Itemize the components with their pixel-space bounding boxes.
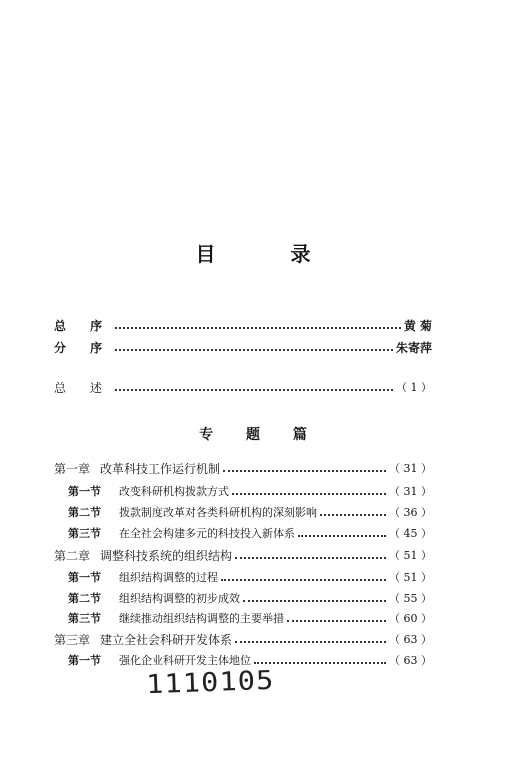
dot-leader: [221, 579, 386, 581]
overview-row: [54, 378, 432, 396]
front-matter-row: [54, 316, 432, 334]
page-number: （ 51 ）: [389, 571, 432, 584]
dot-leader: [243, 600, 386, 602]
entry-label: 总 序: [54, 318, 113, 333]
section-title: 拨款制度改革对各类科研机构的深刻影响: [119, 506, 317, 519]
dot-leader: [115, 327, 401, 329]
handwritten-note: 1110105: [145, 665, 275, 701]
section-row: [68, 503, 432, 521]
section-number: 第一节: [68, 654, 101, 667]
chapter-number: 第一章: [54, 461, 91, 476]
dot-leader: [287, 620, 386, 622]
chapter-number: 第三章: [54, 632, 91, 647]
dot-leader: [232, 493, 386, 495]
entry-label: 分 序: [54, 340, 113, 355]
chapter-number: 第二章: [54, 548, 91, 563]
chapter-row: [54, 546, 432, 564]
section-row: [68, 609, 432, 627]
section-title: 在全社会构建多元的科技投入新体系: [119, 527, 295, 540]
chapter-row: [54, 630, 432, 648]
section-number: 第三节: [68, 612, 101, 625]
page-number: （ 63 ）: [389, 654, 432, 667]
page-number: （ 1 ）: [396, 381, 432, 394]
section-title: 组织结构调整的初步成效: [119, 592, 240, 605]
chapter-title: 建立全社会科研开发体系: [100, 632, 233, 647]
page-number: （ 55 ）: [389, 592, 432, 605]
page-number: （ 36 ）: [389, 506, 432, 519]
dot-leader: [320, 514, 386, 516]
section-title: 强化企业科研开发主体地位: [119, 654, 251, 667]
part-heading: 专 题 篇: [199, 427, 321, 443]
section-number: 第二节: [68, 506, 101, 519]
chapter-title: 改革科技工作运行机制: [100, 461, 221, 476]
front-matter-row: [54, 338, 432, 356]
chapter-row: [54, 459, 432, 477]
page-number: （ 51 ）: [389, 549, 432, 562]
page-number: （ 63 ）: [389, 633, 432, 646]
section-row: [68, 524, 432, 542]
section-number: 第一节: [68, 485, 101, 498]
section-row: [68, 568, 432, 586]
page-number: （ 31 ）: [389, 462, 432, 475]
dot-leader: [235, 557, 386, 559]
entry-author: 朱寄萍: [395, 340, 432, 355]
section-title: 改变科研机构拨款方式: [119, 485, 229, 498]
page-number: （ 60 ）: [389, 612, 432, 625]
dot-leader: [115, 389, 393, 391]
dot-leader: [254, 662, 386, 664]
section-title: 组织结构调整的过程: [119, 571, 218, 584]
section-row: [68, 589, 432, 607]
section-title: 继续推动组织结构调整的主要举措: [119, 612, 284, 625]
dot-leader: [235, 641, 386, 643]
section-number: 第二节: [68, 592, 101, 605]
section-number: 第一节: [68, 571, 101, 584]
entry-label: 总 述: [54, 380, 112, 395]
section-number: 第三节: [68, 527, 101, 540]
dot-leader: [115, 349, 393, 351]
section-row: [68, 482, 432, 500]
chapter-title: 调整科技系统的组织结构: [100, 548, 233, 563]
page-number: （ 31 ）: [389, 485, 432, 498]
dot-leader: [298, 535, 386, 537]
page-number: （ 45 ）: [389, 527, 432, 540]
page-title: 目 录: [195, 242, 345, 266]
dot-leader: [223, 470, 386, 472]
entry-author: 黄 菊: [403, 318, 432, 333]
